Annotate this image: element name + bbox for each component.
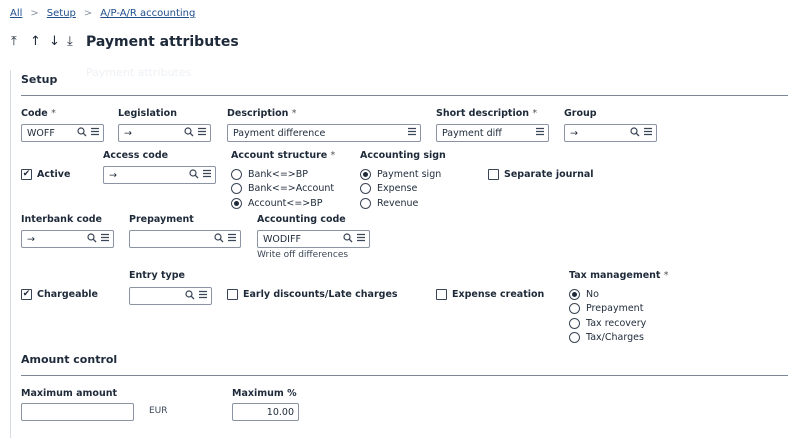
page-title: Payment attributes [86,34,239,50]
active-label: Active [37,169,71,180]
radio-payment-sign[interactable] [360,169,371,180]
search-icon[interactable] [214,233,224,246]
radio-tax-no[interactable] [569,289,580,300]
expense-creation-checkbox-row[interactable] [436,289,544,300]
radio-bank-bp[interactable] [231,169,242,180]
prepayment-label: Prepayment [129,214,194,225]
maximum-amount-input[interactable] [21,403,134,421]
accounting-code-value: WODIFF [263,233,301,245]
radio-option[interactable]: Tax recovery [569,316,646,331]
radio-tax-charges[interactable] [569,332,580,343]
early-discounts-label: Early discounts/Late charges [243,289,398,300]
first-record-button[interactable]: ⤒ [11,34,17,49]
arrow-right-icon: → [570,127,578,139]
currency-label: EUR [149,406,168,416]
account-structure-label: Account structure * [231,150,336,161]
maximum-percent-label: Maximum % [232,388,297,399]
code-label: Code * [21,108,56,119]
group-field[interactable] [564,124,657,142]
radio-option[interactable]: Tax/Charges [569,331,646,346]
arrow-right-icon: → [124,127,132,139]
interbank-code-field[interactable] [21,230,114,248]
expense-creation-checkbox[interactable] [436,289,447,300]
ghost-page-title: Payment attributes [86,66,192,79]
search-icon[interactable] [77,127,87,140]
active-checkbox[interactable]: ✔ [22,169,31,179]
chargeable-checkbox-row[interactable] [21,289,98,300]
next-record-button[interactable]: ↓ [49,34,60,49]
amount-control-section-title: Amount control [21,353,118,366]
radio-expense[interactable] [360,183,371,194]
breadcrumb-ap-ar-link[interactable]: A/P-A/R accounting [100,8,196,19]
radio-option[interactable]: Revenue [360,196,441,211]
amount-control-divider [21,375,788,376]
arrow-right-icon: → [27,233,35,245]
search-icon[interactable] [189,169,199,182]
prepayment-field[interactable] [129,230,241,248]
radio-option[interactable]: Expense [360,182,441,197]
breadcrumb-setup-link[interactable]: Setup [46,8,76,19]
group-label: Group [564,108,597,119]
short-description-value: Payment diff [442,127,502,139]
radio-revenue[interactable] [360,198,371,209]
entry-type-label: Entry type [129,270,185,281]
breadcrumb-separator: > [83,8,93,19]
list-icon[interactable] [407,127,417,139]
radio-option[interactable]: Payment sign [360,167,441,182]
description-value: Payment difference [233,127,326,139]
list-icon[interactable] [90,127,100,139]
search-icon[interactable] [185,290,195,303]
radio-bank-account[interactable] [231,183,242,194]
description-label: Description * [227,108,297,119]
interbank-code-label: Interbank code [21,214,102,225]
description-field[interactable] [227,124,421,142]
access-code-label: Access code [103,150,169,161]
setup-section-divider [21,95,788,96]
radio-tax-recovery[interactable] [569,318,580,329]
list-icon[interactable] [198,290,208,302]
radio-option[interactable]: Account<=>BP [231,196,334,211]
accounting-code-field[interactable] [257,230,370,248]
expense-creation-label: Expense creation [452,289,545,300]
legislation-field[interactable] [118,124,211,142]
list-icon[interactable] [227,233,237,245]
account-structure-group [231,167,334,211]
list-icon[interactable] [100,233,110,245]
radio-option[interactable]: No [569,287,646,302]
active-checkbox-row[interactable] [21,169,70,180]
search-icon[interactable] [630,127,640,140]
breadcrumb-all-link[interactable]: All [10,8,23,19]
arrow-right-icon: → [109,169,117,181]
setup-section-title: Setup [21,73,58,86]
search-icon[interactable] [343,233,353,246]
list-icon[interactable] [202,169,212,181]
code-value: WOFF [27,127,55,139]
last-record-button[interactable]: ⤓ [67,34,73,49]
list-icon[interactable] [356,233,366,245]
radio-option[interactable]: Prepayment [569,302,646,317]
list-icon[interactable] [197,127,207,139]
tax-management-label: Tax management * [569,270,669,281]
accounting-sign-group [360,167,441,211]
chargeable-label: Chargeable [37,289,98,300]
accounting-code-description: Write off differences [257,250,349,260]
list-icon[interactable] [535,127,545,139]
code-field[interactable] [21,124,104,142]
separate-journal-checkbox-row[interactable] [488,169,594,180]
access-code-field[interactable] [103,166,216,184]
short-description-label: Short description * [436,108,538,119]
radio-option[interactable]: Bank<=>BP [231,167,334,182]
maximum-percent-input[interactable]: 10.00 [232,403,299,421]
radio-tax-prepayment[interactable] [569,303,580,314]
early-discounts-checkbox-row[interactable] [227,289,398,300]
search-icon[interactable] [184,127,194,140]
tax-management-group [569,287,646,345]
accounting-code-label: Accounting code [257,214,346,225]
search-icon[interactable] [87,233,97,246]
short-description-field[interactable] [436,124,549,142]
entry-type-field[interactable] [129,287,212,305]
breadcrumb [10,8,195,19]
accounting-sign-label: Accounting sign [360,150,446,161]
chargeable-checkbox[interactable]: ✔ [22,289,31,299]
previous-record-button[interactable]: ↑ [30,34,41,49]
early-discounts-checkbox[interactable] [227,289,238,300]
legislation-label: Legislation [118,108,177,119]
separate-journal-label: Separate journal [504,169,594,180]
radio-option[interactable]: Bank<=>Account [231,182,334,197]
radio-account-bp[interactable] [231,198,242,209]
breadcrumb-separator: > [30,8,39,19]
maximum-amount-label: Maximum amount [21,388,118,399]
list-icon[interactable] [643,127,653,139]
separate-journal-checkbox[interactable] [488,169,499,180]
